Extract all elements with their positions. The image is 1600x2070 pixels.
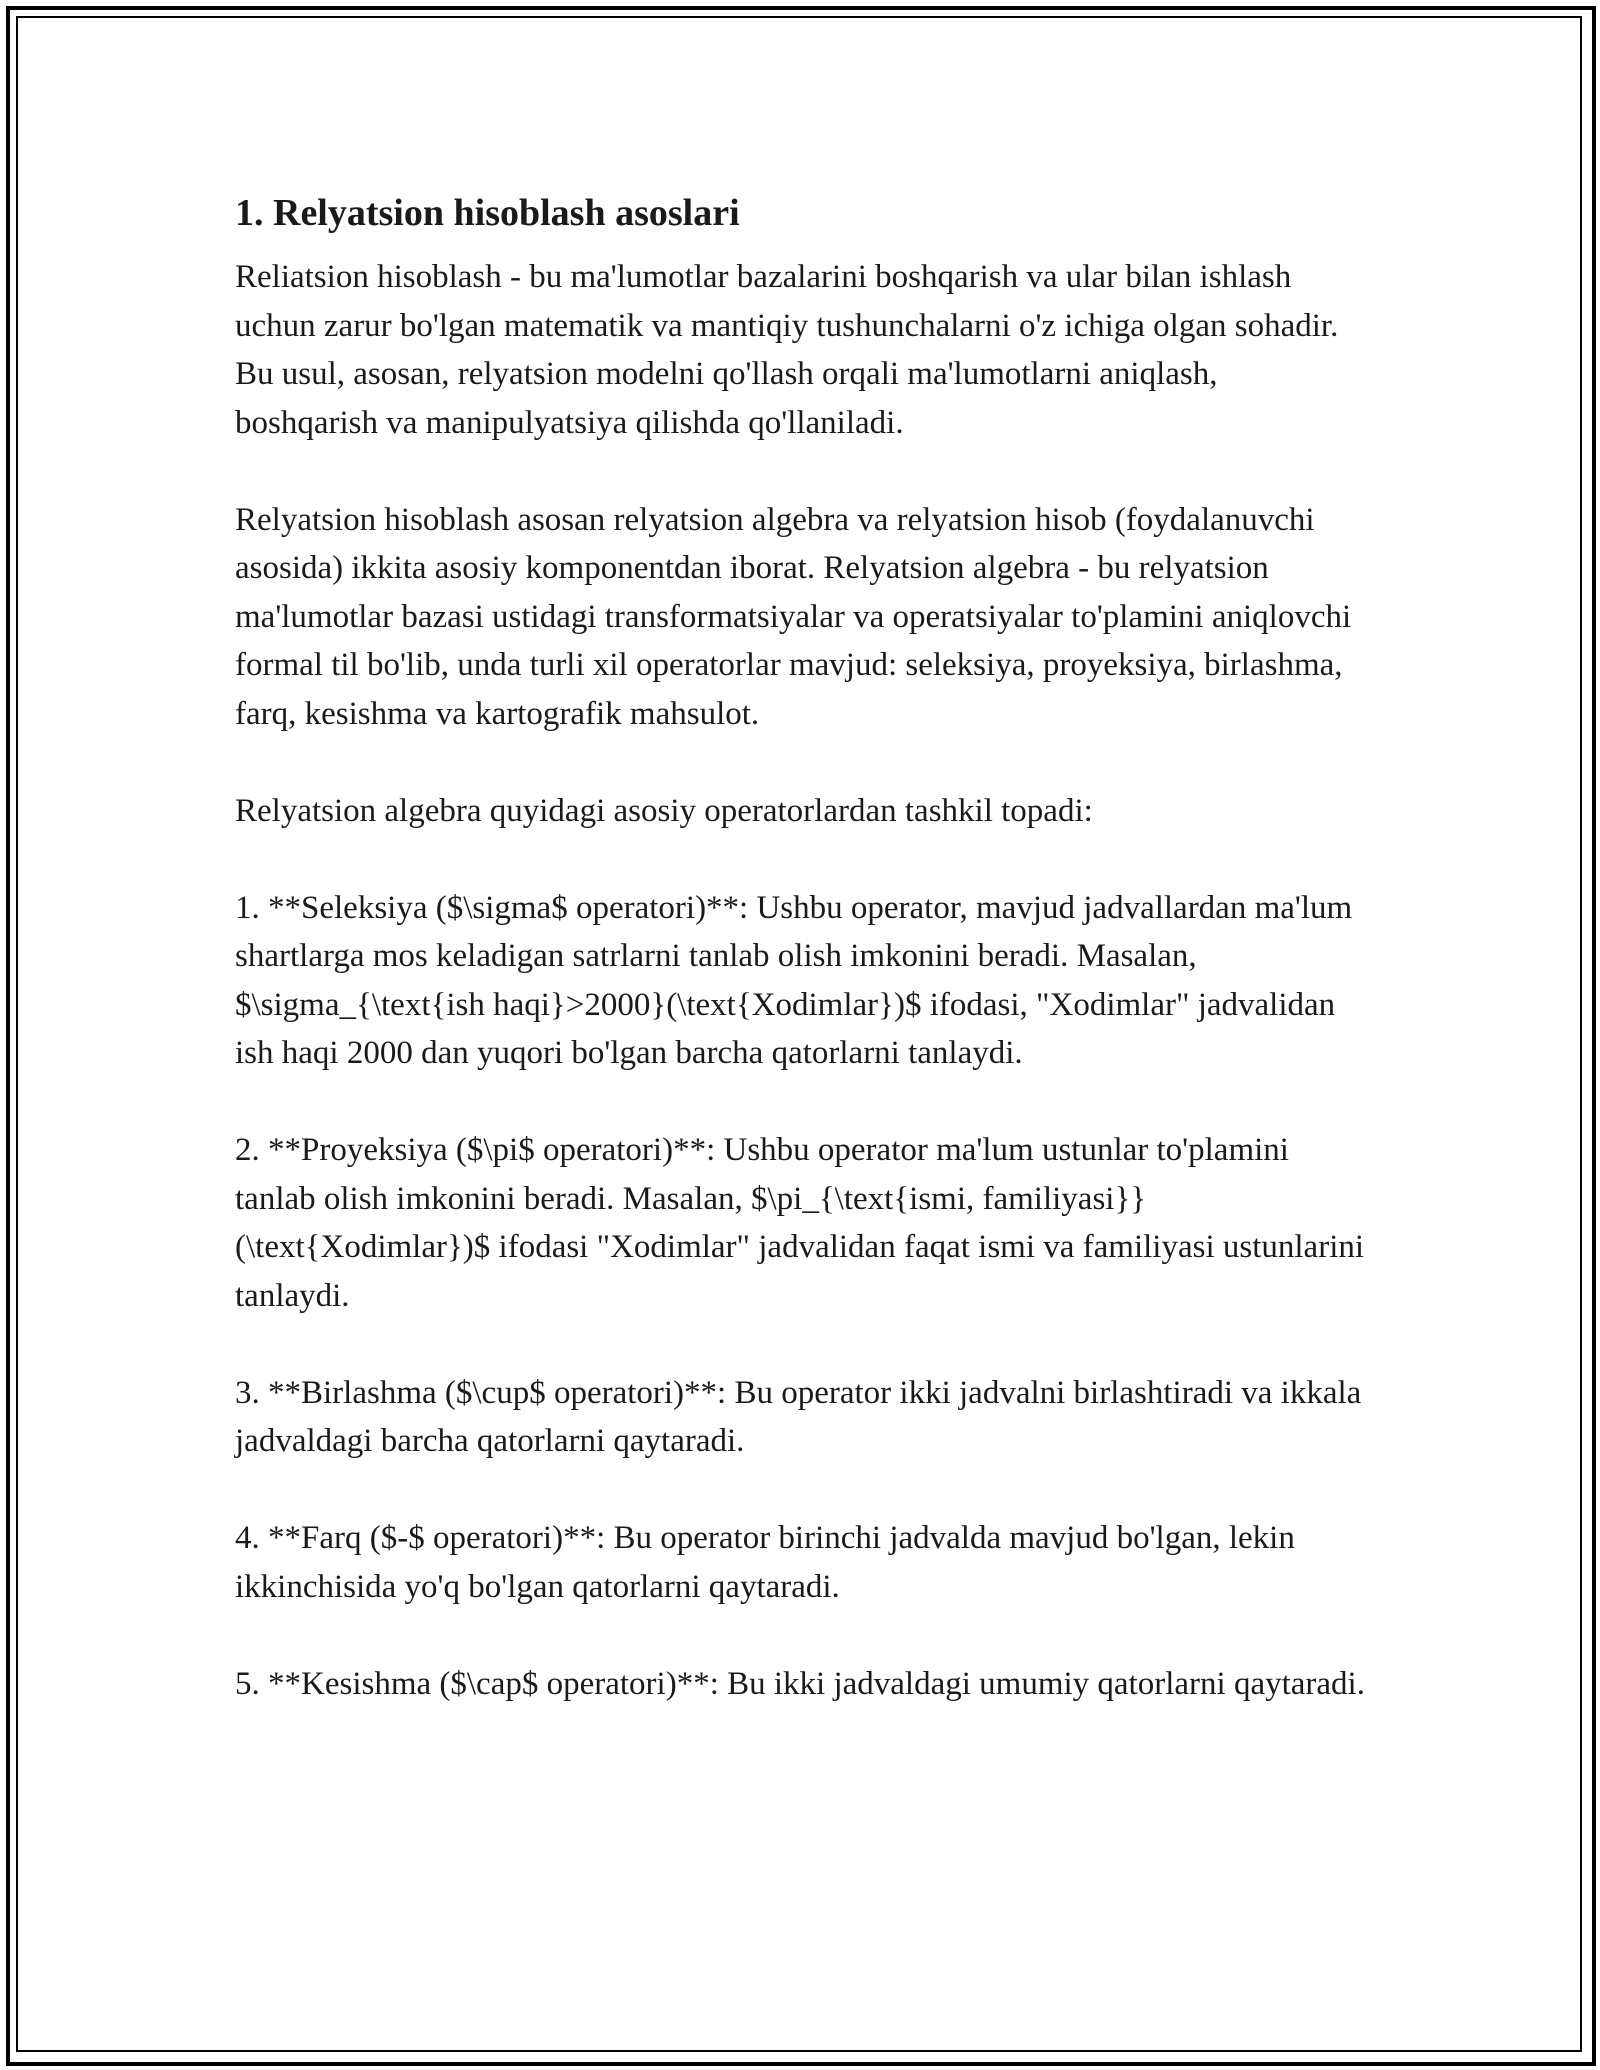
list-item-difference: 4. **Farq ($-$ operatori)**: Bu operator birinchi jadvalda mavjud bo'lgan, lekin ikkinchisida yo'q bo'lgan qatorlarni qaytaradi. xyxy=(235,1520,1295,1605)
list-item-union: 3. **Birlashma ($\cup$ operatori)**: Bu operator ikki jadvalni birlashtiradi va ikkala jadvaldagi barcha qatorlarni qaytaradi. xyxy=(235,1374,1362,1459)
list-item-selection: 1. **Seleksiya ($\sigma$ operatori)**: Ushbu operator, mavjud jadvallardan ma'lum shartlarga mos keladigan satrlarni tanlab olish imkonini beradi. Masalan, $\sigma_{\text{ish haqi}>2000}(\text{Xodimlar})$ ifodasi, "Xodimlar" jadvalidan ish haqi 2000 dan yuqori bo'lgan barcha qatorlarni tanlaydi. xyxy=(235,889,1353,1071)
paragraph-intro: Reliatsion hisoblash - bu ma'lumotlar bazalarini boshqarish va ular bilan ishlash uchun zarur bo'lgan matematik va mantiqiy tushunchalarni o'z ichiga olgan sohadir. Bu usul, asosan, relyatsion modelni qo'llash orqali ma'lumotlarni aniqlash, boshqarish va manipulyatsiya qilishda qo'llaniladi. xyxy=(235,259,1339,441)
paragraph-components: Relyatsion hisoblash asosan relyatsion algebra va relyatsion hisob (foydalanuvchi asosida) ikkita asosiy komponentdan iborat. Relyatsion algebra - bu relyatsion ma'lumotlar bazasi ustidagi transformatsiyalar va operatsiyalar to'plamini aniqlovchi formal til bo'lib, unda turli xil operatorlar mavjud: seleksiya, proyeksiya, birlashma, farq, kesishma va kartografik mahsulot. xyxy=(235,501,1352,732)
list-item-projection: 2. **Proyeksiya ($\pi$ operatori)**: Ushbu operator ma'lum ustunlar to'plamini tanlab olish imkonini beradi. Masalan, $\pi_{\text{ismi, familiyasi}}(\text{Xodimlar})$ ifodasi "Xodimlar" jadvalidan faqat ismi va familiyasi ustunlarini tanlaydi. xyxy=(235,1132,1365,1314)
document-title: 1. Relyatsion hisoblash asoslari xyxy=(235,192,740,234)
paragraph-operators-lead: Relyatsion algebra quyidagi asosiy operatorlardan tashkil topadi: xyxy=(235,792,1093,829)
document-body xyxy=(235,185,1365,1757)
list-item-intersection: 5. **Kesishma ($\cap$ operatori)**: Bu ikki jadvaldagi umumiy qatorlarni qaytaradi. xyxy=(235,1665,1365,1702)
